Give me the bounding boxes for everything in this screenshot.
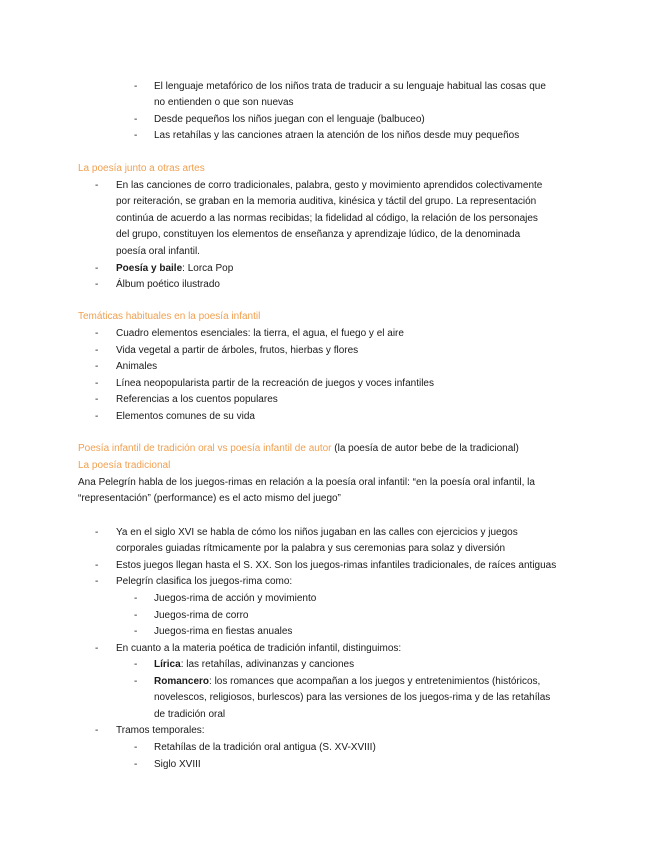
romancero-line-2: novelescos, religiosos, burlescos) para las versiones de los juegos-rima y de las retahílas <box>154 692 551 703</box>
pelegrin-paragraph-line-1: Ana Pelegrín habla de los juegos-rimas en relación a la poesía oral infantil: “en la poesía oral infantil, la <box>78 477 535 488</box>
item-rest: : las retahílas, adivinanzas y canciones <box>180 659 355 670</box>
tematica-item: Vida vegetal a partir de árboles, frutos, hierbas y flores <box>116 345 359 356</box>
tramo-item: Retahílas de la tradición oral antigua (S. XV-XVIII) <box>154 742 376 753</box>
bold-label: Poesía y baile <box>116 263 183 274</box>
tramo-item: Siglo XVIII <box>154 759 201 770</box>
bullet-dash: - <box>134 742 138 753</box>
subheading-poesia-tradicional: La poesía tradicional <box>78 460 171 471</box>
bullet-dash: - <box>134 130 138 141</box>
bullet-dash: - <box>134 626 138 637</box>
intro-bullet-1-line-2: no entienden o que son nuevas <box>154 97 294 108</box>
bullet-dash: - <box>95 378 99 389</box>
section-heading-poesia-artes: La poesía junto a otras artes <box>78 163 205 174</box>
section1-item-poesia-baile <box>116 262 233 275</box>
lirica-item <box>154 658 354 671</box>
section1-p1-line-5: poesía oral infantil. <box>116 246 200 257</box>
tematica-item: Elementos comunes de su vida <box>116 411 255 422</box>
section1-p1-line-4: del grupo, constituyen los elementos de enseñanza y aprendizaje lúdico, de la denominada <box>116 229 521 240</box>
juego-rima-tipo: Juegos-rima de corro <box>154 610 249 621</box>
bullet-dash: - <box>95 279 99 290</box>
intro-bullet-3: Las retahílas y las canciones atraen la atención de los niños desde muy pequeños <box>154 130 520 141</box>
section1-p1-line-2: por reiteración, se graban en la memoria auditiva, kinésica y táctil del grupo. La representación <box>116 196 537 207</box>
tematica-item: Cuadro elementos esenciales: la tierra, el agua, el fuego y el aire <box>116 328 404 339</box>
bullet-dash: - <box>134 81 138 92</box>
bullet-dash: - <box>95 394 99 405</box>
tematica-item: Línea neopopularista partir de la recreación de juegos y voces infantiles <box>116 378 434 389</box>
bullet-dash: - <box>134 114 138 125</box>
materia-poetica: En cuanto a la materia poética de tradición infantil, distinguimos: <box>116 643 402 654</box>
section1-item-album: Álbum poético ilustrado <box>116 279 220 290</box>
intro-bullet-1-line-1: El lenguaje metafórico de los niños trata de traducir a su lenguaje habitual las cosas que <box>154 81 546 92</box>
romancero-line-3: de tradición oral <box>154 709 226 720</box>
bullet-dash: - <box>95 180 99 191</box>
pelegrin-paragraph-line-2: “representación” (performance) es el acto mismo del juego” <box>78 493 341 504</box>
juego-rima-tipo: Juegos-rima en fiestas anuales <box>154 626 293 637</box>
bullet-dash: - <box>134 593 138 604</box>
bullet-dash: - <box>95 361 99 372</box>
heading-text: Poesía infantil de tradición oral vs poesía infantil de autor <box>78 443 332 454</box>
bullet-dash: - <box>95 725 99 736</box>
tematica-item: Animales <box>116 361 158 372</box>
siglo-xvi-line-1: Ya en el siglo XVI se habla de cómo los niños jugaban en las calles con ejercicios y juegos <box>116 527 518 538</box>
bullet-dash: - <box>134 659 138 670</box>
siglo-xvi-line-2: corporales guiadas rítmicamente por la palabra y sus ceremonias para solaz y diversión <box>116 543 506 554</box>
bold-label: Romancero <box>154 676 210 687</box>
bullet-dash: - <box>95 411 99 422</box>
bullet-dash: - <box>134 610 138 621</box>
tematica-item: Referencias a los cuentos populares <box>116 394 278 405</box>
bold-label: Lírica <box>154 659 181 670</box>
pelegrin-clasifica: Pelegrín clasifica los juegos-rima como: <box>116 576 293 587</box>
section1-p1-line-1: En las canciones de corro tradicionales, palabra, gesto y movimiento aprendidos colectivamente <box>116 180 543 191</box>
bullet-dash: - <box>95 328 99 339</box>
bullet-dash: - <box>95 345 99 356</box>
item-rest: : los romances que acompañan a los juegos y entretenimientos (históricos, <box>209 676 541 687</box>
section-heading-tematicas: Temáticas habituales en la poesía infantil <box>78 311 261 322</box>
section1-p1-line-3: continúa de acuerdo a las normas recibidas; la fidelidad al código, la relación de los personajes <box>116 213 538 224</box>
juegos-siglo-xx: Estos juegos llegan hasta el S. XX. Son los juegos-rimas infantiles tradicionales, de raíces antiguas <box>116 560 557 571</box>
bullet-dash: - <box>95 560 99 571</box>
bullet-dash: - <box>95 576 99 587</box>
bullet-dash: - <box>95 263 99 274</box>
bullet-dash: - <box>95 643 99 654</box>
bullet-dash: - <box>95 527 99 538</box>
bullet-dash: - <box>134 676 138 687</box>
item-rest: : Lorca Pop <box>182 263 234 274</box>
romancero-line-1 <box>154 675 540 688</box>
intro-bullet-2: Desde pequeños los niños juegan con el lenguaje (balbuceo) <box>154 114 425 125</box>
juego-rima-tipo: Juegos-rima de acción y movimiento <box>154 593 317 604</box>
heading-note: (la poesía de autor bebe de la tradicional) <box>331 443 519 454</box>
tramos-temporales: Tramos temporales: <box>116 725 205 736</box>
bullet-dash: - <box>134 759 138 770</box>
section-heading-tradicion-oral <box>78 442 519 455</box>
